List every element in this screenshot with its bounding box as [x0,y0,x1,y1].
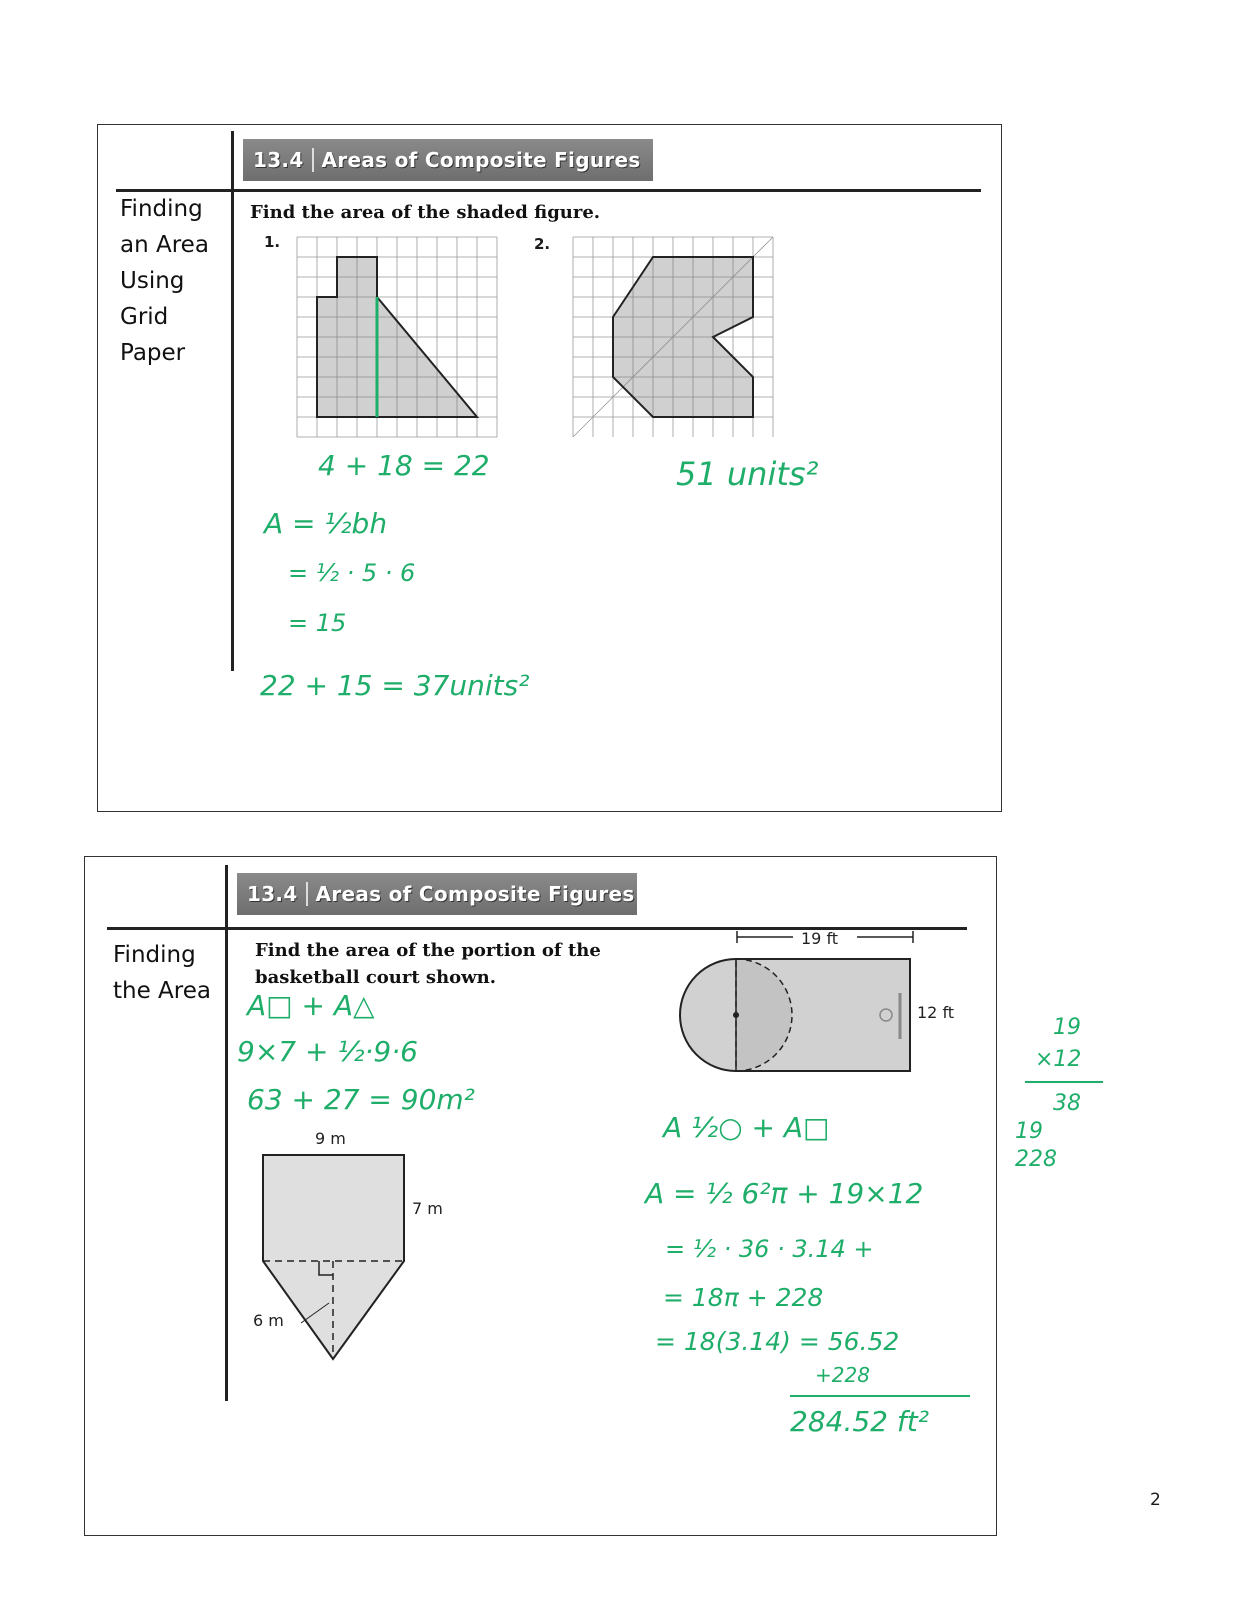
handwritten-right-line1: A ½○ + A□ [663,1111,830,1144]
divider-horizontal [116,189,981,192]
prompt-line: Find the area of the portion of the [255,940,601,961]
label-triangle-height: 6 m [253,1311,284,1330]
grid-figure-2 [573,237,773,437]
label-court-height: 12 ft [917,1003,955,1022]
section-banner [237,873,637,915]
handwritten-margin-line2: ×12 [1035,1047,1082,1072]
question-number-1: 1. [264,233,281,251]
handwritten-left-line2: 9×7 + ½·9·6 [237,1035,418,1068]
handwritten-margin-line1: 19 [1053,1015,1081,1040]
question-number-2: 2. [534,235,551,253]
handwritten-margin-line5: 228 [1015,1147,1057,1172]
handwritten-right-line4: = 18π + 228 [663,1283,824,1312]
section-title: Areas of Composite Figures [321,148,641,172]
side-label-line: an Area [120,232,209,258]
label-top-width: 9 m [315,1129,346,1148]
handwritten-right-line2: A = ½ 6²π + 19×12 [645,1177,924,1210]
section-title: Areas of Composite Figures [315,882,635,906]
label-court-width: 19 ft [801,929,839,948]
handwritten-q1-line5: 22 + 15 = 37units² [260,669,530,702]
section-banner [243,139,653,181]
handwritten-margin-rule [1025,1081,1103,1083]
handwritten-margin-line3: 38 [1053,1091,1081,1116]
side-label-line: Grid [120,304,169,330]
handwritten-q1-line2: A = ½bh [264,507,388,540]
prompt-text [255,937,601,991]
handwritten-left-line3: 63 + 27 = 90m² [247,1083,475,1116]
handwritten-q1-line1: 4 + 18 = 22 [318,449,490,482]
pentagon-figure [261,1153,406,1363]
court-figure [678,957,918,1075]
handwritten-right-line7: 284.52 ft² [790,1405,929,1438]
side-label-line: Finding [120,196,203,222]
page-number: 2 [1150,1490,1161,1510]
side-label [113,937,211,1009]
handwritten-margin-line4: 19 [1015,1119,1043,1144]
slide-grid-paper [97,124,1002,812]
section-number: 13.4 [253,148,314,172]
handwritten-left-line1: A□ + A△ [247,989,375,1022]
slide-basketball-court [84,856,1082,1536]
divider-vertical [225,865,228,1401]
section-number: 13.4 [247,882,308,906]
handwritten-right-line6: +228 [815,1363,870,1387]
handwritten-q1-line4: = 15 [288,609,347,637]
handwritten-sum-rule [790,1395,970,1397]
side-label-line: Using [120,268,185,294]
label-side-height: 7 m [412,1199,443,1218]
side-label [120,191,209,371]
side-label-line: Paper [120,340,186,366]
handwritten-q2-answer: 51 units² [676,455,819,493]
grid-figure-1 [297,237,497,437]
handwritten-right-line3: = ½ · 36 · 3.14 + [665,1235,874,1263]
handwritten-q1-line3: = ½ · 5 · 6 [288,559,416,587]
side-label-line: the Area [113,978,211,1004]
side-label-line: Finding [113,942,196,968]
handwritten-right-line5: = 18(3.14) = 56.52 [655,1327,900,1356]
court-dimension-line [735,931,915,943]
divider-vertical [231,131,234,671]
prompt-line: basketball court shown. [255,967,497,988]
prompt-text: Find the area of the shaded figure. [250,202,601,223]
